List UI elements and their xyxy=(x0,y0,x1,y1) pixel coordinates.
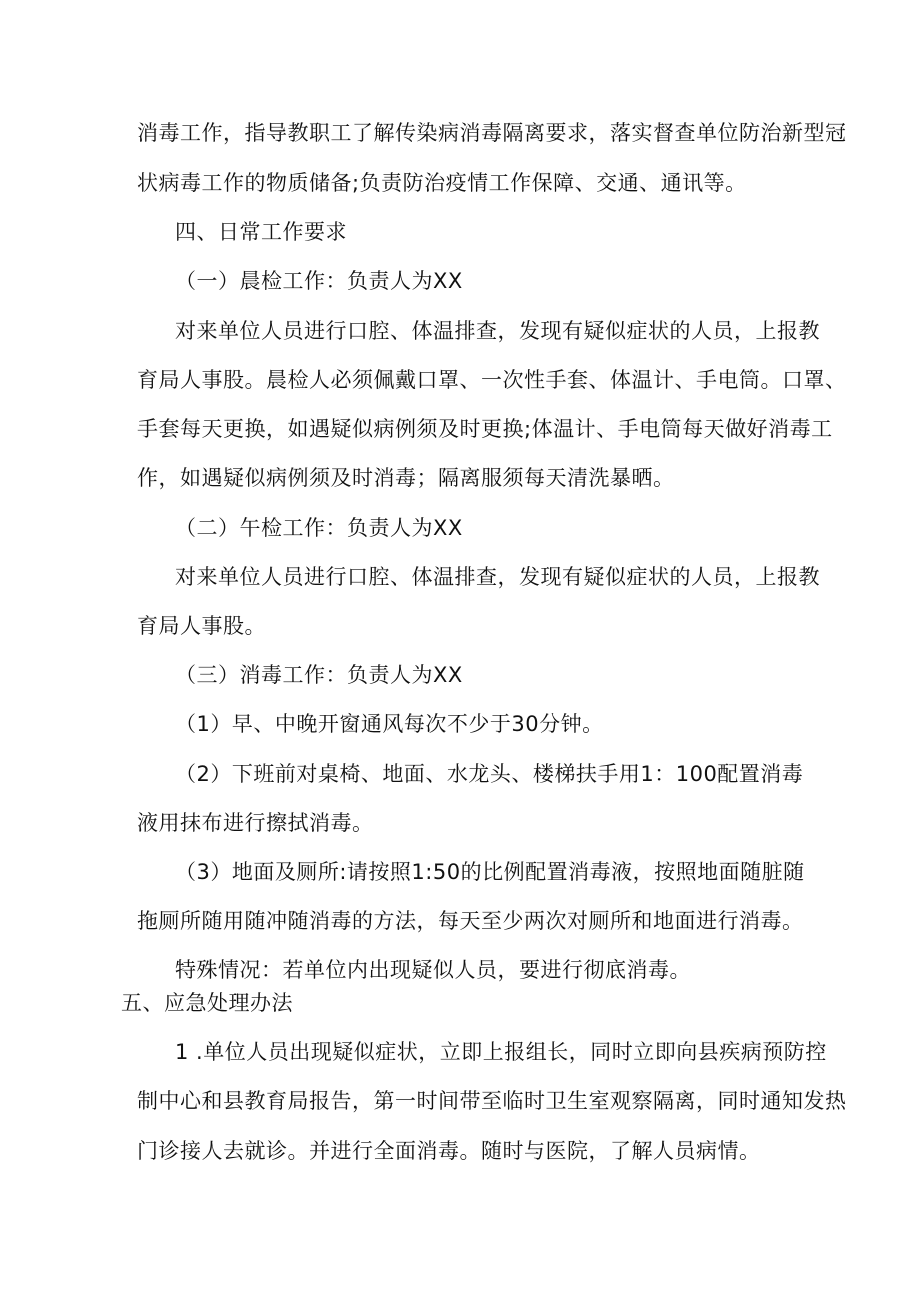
list-item: （3）地面及厕所:请按照1:50的比例配置消毒液，按照地面随脏随 xyxy=(175,860,805,884)
list-item-continuation: 液用抹布进行擦拭消毒。 xyxy=(137,811,374,835)
list-item-continuation: 拖厕所随用随冲随消毒的方法，每天至少两次对厕所和地面进行消毒。 xyxy=(137,909,804,933)
paragraph-line: 育局人事股。 xyxy=(137,614,266,638)
paragraph-line: 育局人事股。晨检人必须佩戴口罩、一次性手套、体温计、手电筒。口罩、 xyxy=(137,368,847,392)
subsection-heading: （一）晨检工作：负责人为XX xyxy=(175,269,463,293)
paragraph-line: 手套每天更换，如遇疑似病例须及时更换;体温计、手电筒每天做好消毒工 xyxy=(137,417,833,441)
paragraph-line: 门诊接人去就诊。并进行全面消毒。随时与医院，了解人员病情。 xyxy=(137,1139,761,1163)
paragraph-line: 作，如遇疑似病例须及时消毒；隔离服须每天清洗暴晒。 xyxy=(137,466,675,490)
list-item: （2）下班前对桌椅、地面、水龙头、楼梯扶手用1：100配置消毒 xyxy=(175,762,804,786)
list-item: （1）早、中晚开窗通风每次不少于30分钟。 xyxy=(175,712,604,736)
paragraph-line: 消毒工作，指导教职工了解传染病消毒隔离要求，落实督查单位防治新型冠 xyxy=(137,121,847,145)
paragraph-line: 状病毒工作的物质储备;负责防治疫情工作保障、交通、通讯等。 xyxy=(137,171,747,195)
subsection-heading: （三）消毒工作：负责人为XX xyxy=(175,663,463,687)
subsection-heading: （二）午检工作：负责人为XX xyxy=(175,516,463,540)
paragraph-line: 对来单位人员进行口腔、体温排查，发现有疑似症状的人员，上报教 xyxy=(175,565,820,589)
paragraph-line: 特殊情况：若单位内出现疑似人员，要进行彻底消毒。 xyxy=(175,958,691,982)
paragraph-line: 1 .单位人员出现疑似症状，立即上报组长，同时立即向县疾病预防控 xyxy=(175,1040,827,1064)
section-heading: 五、应急处理办法 xyxy=(121,991,293,1015)
paragraph-line: 对来单位人员进行口腔、体温排查，发现有疑似症状的人员，上报教 xyxy=(175,319,820,343)
paragraph-line: 制中心和县教育局报告，第一时间带至临时卫生室观察隔离，同时通知发热 xyxy=(137,1089,847,1113)
section-heading: 四、日常工作要求 xyxy=(175,220,347,244)
